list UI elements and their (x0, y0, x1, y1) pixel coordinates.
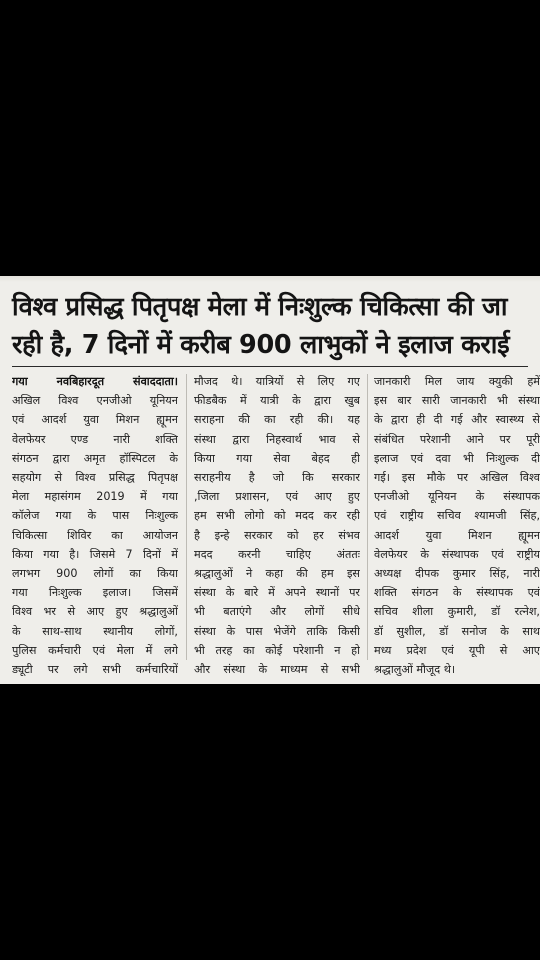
column-line: ड्यूटी पर लगे सभी कर्मचारियों (12, 663, 178, 677)
column-line: कॉलेज गया के पास निःशुल्क (12, 509, 178, 523)
column-line: विश्व भर से आए हुए श्रद्धालुओं (12, 605, 178, 619)
column-line: संस्था के पास भेजेंगे ताकि किसी (194, 624, 360, 638)
article-column-3 (374, 372, 540, 679)
column-line: इलाज एवं दवा भी निःशुल्क दी (374, 451, 540, 465)
column-line: किया गया सेवा बेहद ही (194, 451, 360, 465)
column-line: अखिल विश्व एनजीओ यूनियन (12, 394, 178, 408)
column-line: अध्यक्ष दीपक कुमार सिंह, नारी (374, 567, 540, 581)
headline-rule (12, 366, 528, 367)
column-line: लगभग 900 लोगों का किया (12, 567, 178, 581)
column-line: संस्था द्वारा निहस्वार्थ भाव से (194, 432, 360, 446)
article-column-2 (194, 372, 360, 679)
dateline: गया नवबिहारदूत संवाददाता। (12, 375, 178, 388)
column-line: गई। इस मौके पर अखिल विश्व (374, 471, 540, 485)
newspaper-clipping (0, 276, 540, 684)
column-line: मौजद थे। यात्रियों से लिए गए (194, 375, 360, 388)
column-line: मेला महासंगम 2019 में गया (12, 490, 178, 504)
column-line: डॉ सुशील, डॉ सनोज के साथ (374, 624, 540, 638)
column-line: पुलिस कर्मचारी एवं मेला में लगे (12, 643, 178, 657)
column-line: श्रद्धालुओं मौजूद थे। (374, 663, 456, 677)
column-line: एवं आदर्श युवा मिशन ह्यूमन (12, 413, 178, 427)
column-line: एनजीओ यूनियन के संस्थापक (374, 490, 540, 504)
column-line: और संस्था के माध्यम से सभी (194, 663, 360, 677)
column-line: शक्ति संगठन के संस्थापक एवं (374, 586, 540, 600)
column-line: वेलफेयर के संस्थापक एवं राष्ट्रीय (374, 547, 540, 561)
column-line: सहयोग से विश्व प्रसिद्ध पितृपक्ष (12, 471, 178, 485)
column-line: सराहनीय है जो कि सरकार (194, 471, 360, 485)
column-line: चिकित्सा शिविर का आयोजन (12, 528, 178, 542)
column-line: भी तरह का कोई परेशानी न हो (194, 643, 360, 657)
column-line: संस्था के बारे में अपने स्थानों पर (194, 586, 360, 600)
headline (12, 288, 532, 364)
column-line: के द्वारा ही दी गई और स्वास्थ्य से (374, 413, 540, 427)
column-divider (186, 374, 187, 660)
column-line: सचिव शीला कुमारी, डॉ रत्नेश, (374, 605, 540, 619)
column-line: संबंधित परेशानी आने पर पूरी (374, 432, 540, 446)
column-line: आदर्श युवा मिशन ह्यूमन (374, 528, 540, 542)
column-divider (367, 374, 368, 660)
column-line: इस बार सारी जानकारी भी संस्था (374, 394, 540, 408)
column-line: संगठन द्वारा अमृत हॉस्पिटल के (12, 451, 178, 465)
column-line: हम सभी लोगो को मदद कर रही (194, 509, 360, 523)
column-line: गया निःशुल्क इलाज। जिसमें (12, 586, 178, 600)
column-line: के साथ-साथ स्थानीय लोगों, (12, 624, 178, 638)
column-line: सराहना की का रही की। यह (194, 413, 360, 427)
headline-line-1: विश्व प्रसिद्ध पितृपक्ष मेला में निःशुल्क चिकित्सा की जा (12, 292, 508, 322)
column-line: फीडबैक में यात्री के द्वारा खुब (194, 394, 360, 408)
column-line: ,जिला प्रशासन, एवं आए हुए (194, 490, 360, 504)
column-line: जानकारी मिल जाय क्युकी हमें (374, 375, 540, 388)
column-line: मदद करनी चाहिए अंततः (194, 547, 360, 561)
article-body (12, 372, 540, 677)
clipping-top-edge (0, 276, 540, 282)
column-line: किया गया है। जिसमे 7 दिनों में (12, 547, 178, 561)
column-line: वेलफेयर एण्ड नारी शक्ति (12, 432, 178, 446)
column-line: मध्य प्रदेश एवं यूपी से आए (374, 643, 540, 657)
column-line: है इन्हे सरकार को हर संभव (194, 528, 360, 542)
column-line: श्रद्धालुओं ने कहा की हम इस (194, 567, 360, 581)
column-line: एवं राष्ट्रीय सचिव श्यामजी सिंह, (374, 509, 540, 523)
article-column-1 (12, 372, 178, 679)
column-line: भी बताएंगे और लोगों सीधे (194, 605, 360, 619)
headline-line-2: रही है, 7 दिनों में करीब 900 लाभुकों ने इलाज कराई (12, 330, 510, 360)
